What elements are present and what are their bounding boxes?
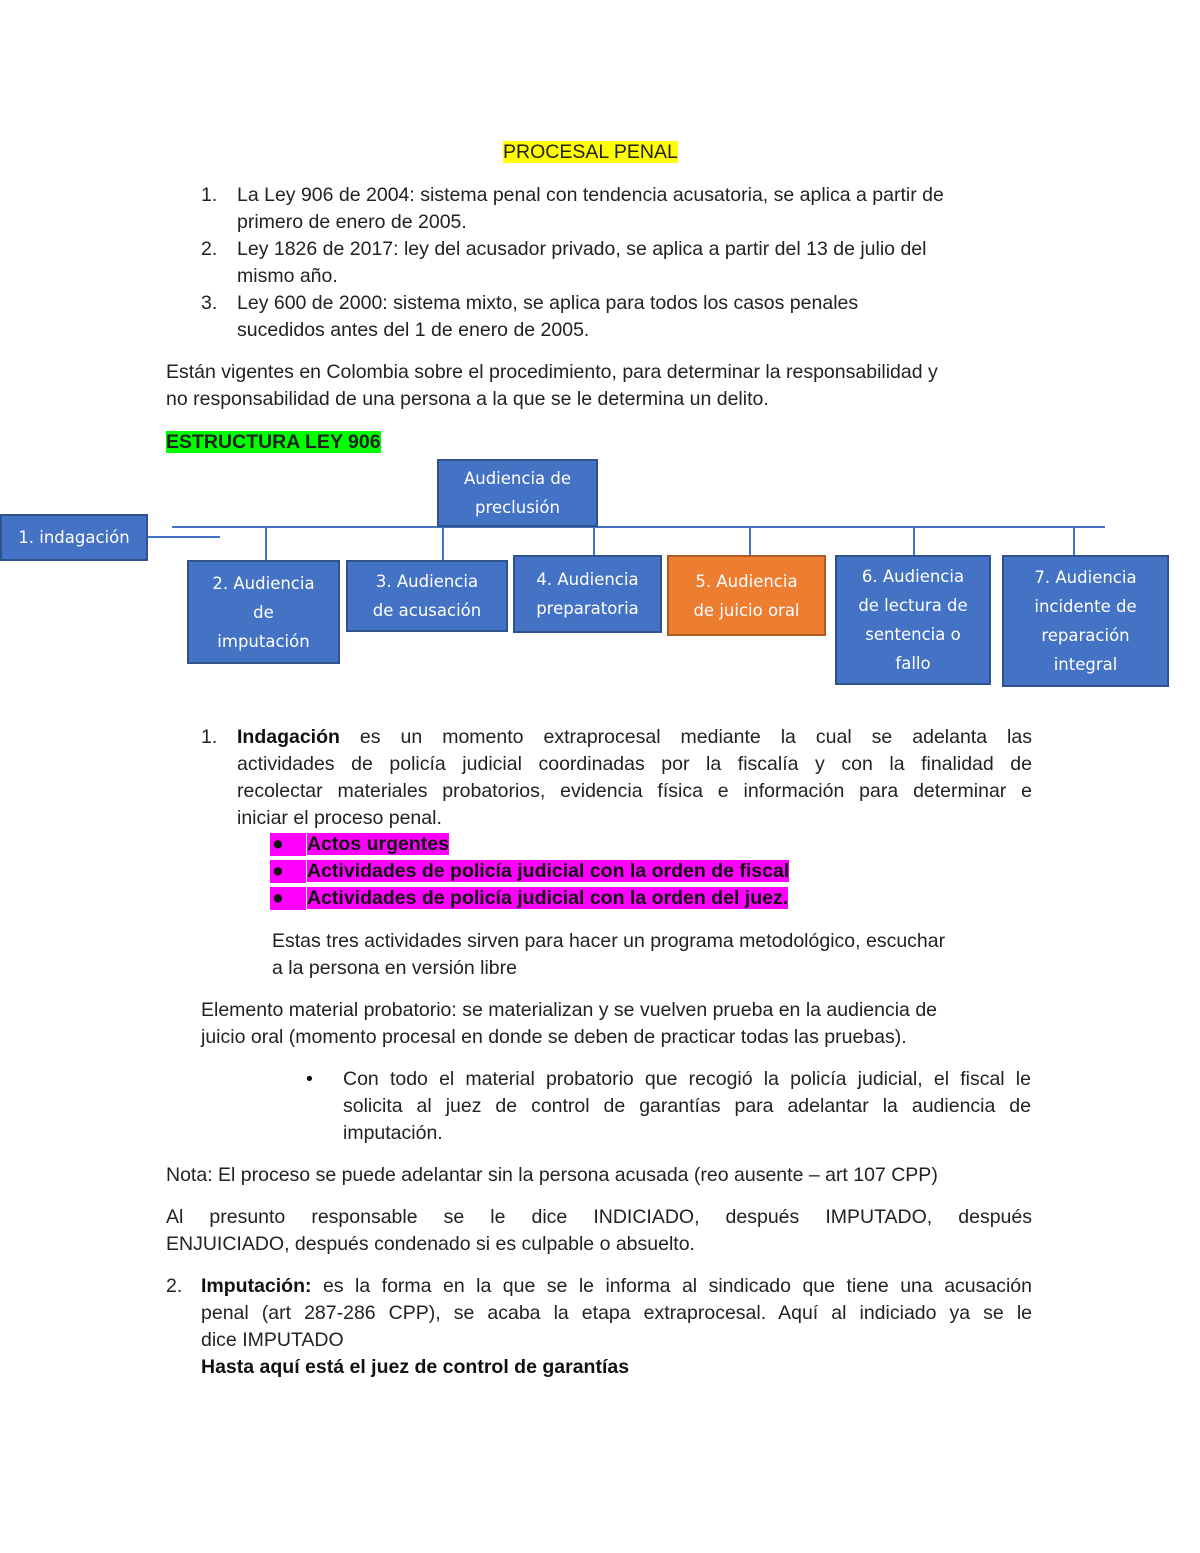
list-item-text: Ley 600 de 2000: sistema mixto, se aplica para todos los casos penales [237, 292, 859, 314]
paragraph-line: Al presunto responsable se le dice INDICIADO, después IMPUTADO, después [166, 1206, 1032, 1228]
diagram-connector-left [148, 536, 220, 538]
list-item-text: primero de enero de 2005. [237, 211, 467, 233]
box-audiencia-reparacion-integral: 7. Audiencia incidente de reparación integral [1002, 555, 1169, 687]
diagram-connector [593, 527, 595, 555]
diagram-connector-main [172, 526, 1105, 528]
diagram-connector [749, 527, 751, 555]
paragraph-line: Hasta aquí está el juez de control de garantías [201, 1356, 630, 1378]
list-item-text: La Ley 906 de 2004: sistema penal con tendencia acusatoria, se aplica a partir de [237, 184, 944, 206]
box-audiencia-preclusion: Audiencia de preclusión [437, 459, 598, 527]
list-number: 3. [201, 292, 218, 314]
paragraph-line: recolectar materiales probatorios, evidencia física e información para determinar e [237, 780, 1032, 802]
paragraph-line: juicio oral (momento procesal en donde se deben de practicar todas las pruebas). [201, 1026, 907, 1048]
list-item-text: mismo año. [237, 265, 338, 287]
box-audiencia-preparatoria: 4. Audiencia preparatoria [513, 555, 662, 633]
paragraph-line: a la persona en versión libre [272, 957, 517, 979]
diagram-connector [1073, 527, 1075, 555]
paragraph-line: Están vigentes en Colombia sobre el procedimiento, para determinar la responsabilidad y [166, 361, 938, 383]
list-item: Actos urgentes [307, 833, 449, 855]
list-item: Actividades de policía judicial con la orden de fiscal [307, 860, 790, 882]
bullet-icon: ● [272, 860, 284, 882]
paragraph-line: Indagación es un momento extraprocesal mediante la cual se adelanta las [237, 726, 1032, 748]
list-number: 2. [166, 1275, 183, 1297]
paragraph-line: Estas tres actividades sirven para hacer un programa metodológico, escuchar [272, 930, 946, 952]
paragraph-line: solicita al juez de control de garantías para adelantar la audiencia de [343, 1095, 1031, 1117]
paragraph-line: Con todo el material probatorio que recogió la policía judicial, el fiscal le [343, 1068, 1031, 1090]
page-title: PROCESAL PENAL [503, 141, 678, 163]
list-item-text: Ley 1826 de 2017: ley del acusador privado, se aplica a partir del 13 de julio del [237, 238, 927, 260]
diagram-connector [913, 527, 915, 555]
box-audiencia-acusacion: 3. Audiencia de acusación [346, 560, 508, 632]
paragraph-line: imputación. [343, 1122, 443, 1144]
paragraph-line: iniciar el proceso penal. [237, 807, 442, 829]
list-item: Actividades de policía judicial con la orden del juez. [307, 887, 789, 909]
box-audiencia-imputacion: 2. Audiencia de imputación [187, 560, 340, 664]
list-number: 1. [201, 726, 218, 748]
section-heading: ESTRUCTURA LEY 906 [166, 431, 381, 453]
paragraph-line: penal (art 287-286 CPP), se acaba la etapa extraprocesal. Aquí al indiciado ya se le [201, 1302, 1032, 1324]
paragraph-line: dice IMPUTADO [201, 1329, 344, 1351]
term-indagacion: Indagación [237, 726, 340, 748]
list-number: 2. [201, 238, 218, 260]
bullet-icon: • [306, 1068, 313, 1090]
term-imputacion: Imputación: [201, 1275, 312, 1297]
box-audiencia-lectura-sentencia: 6. Audiencia de lectura de sentencia o fallo [835, 555, 991, 685]
paragraph-line: Imputación: es la forma en la que se le informa al sindicado que tiene una acusación [201, 1275, 1032, 1297]
box-indagacion: 1. indagación [0, 514, 148, 561]
list-number: 1. [201, 184, 218, 206]
box-audiencia-juicio-oral: 5. Audiencia de juicio oral [667, 555, 826, 636]
nota-line: Nota: El proceso se puede adelantar sin la persona acusada (reo ausente – art 107 CPP) [166, 1164, 938, 1186]
paragraph-line: Elemento material probatorio: se materializan y se vuelven prueba en la audiencia de [201, 999, 938, 1021]
paragraph-line: actividades de policía judicial coordinadas por la fiscalía y con la finalidad de [237, 753, 1032, 775]
diagram-connector [265, 527, 267, 560]
bullet-icon: ● [272, 833, 284, 855]
list-item-text: sucedidos antes del 1 de enero de 2005. [237, 319, 590, 341]
paragraph-line: ENJUICIADO, después condenado si es culpable o absuelto. [166, 1233, 695, 1255]
paragraph-line: no responsabilidad de una persona a la que se le determina un delito. [166, 388, 769, 410]
bullet-icon: ● [272, 887, 284, 909]
